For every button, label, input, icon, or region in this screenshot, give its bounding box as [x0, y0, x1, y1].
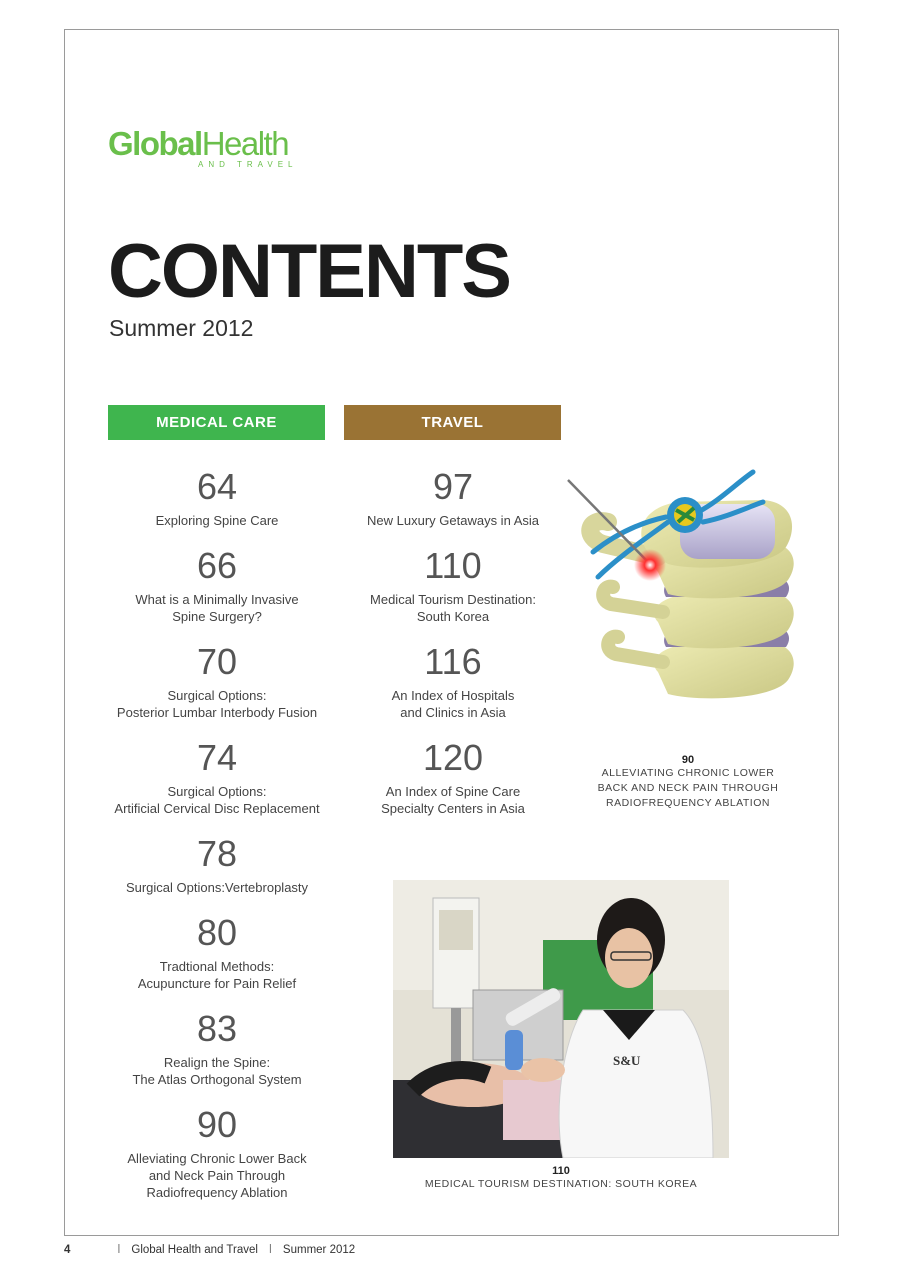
toc-page-number: 83	[196, 1008, 238, 1049]
toc-entry[interactable]	[104, 462, 330, 529]
footer-issue: Summer 2012	[282, 1244, 356, 1256]
toc-title: Surgical Options: Artificial Cervical Disc Replacement	[114, 784, 320, 816]
photo-figure-caption	[393, 1165, 729, 1192]
section-tag-medical-care: MEDICAL CARE	[108, 405, 325, 440]
toc-title: Alleviating Chronic Lower Back and Neck Pain Through Radiofrequency Ablation	[127, 1151, 307, 1200]
logo-word-bold: Global	[108, 125, 202, 162]
toc-title: An Index of Spine Care Specialty Centers in Asia	[381, 784, 525, 816]
toc-page-number: 74	[196, 737, 238, 778]
toc-page-number: 66	[196, 545, 238, 586]
footer-publication: Global Health and Travel	[131, 1244, 258, 1256]
caption-page-number: 90	[681, 754, 695, 766]
toc-entry[interactable]	[104, 733, 330, 817]
toc-page-number: 116	[424, 641, 482, 682]
toc-entry[interactable]	[104, 829, 330, 896]
toc-entry[interactable]	[340, 462, 566, 529]
footer-page-number: 4	[64, 1244, 71, 1256]
footer-separator: l	[269, 1244, 272, 1256]
coat-logo-text: S&U	[613, 1053, 641, 1068]
spine-illustration[interactable]	[548, 462, 810, 752]
toc-title: Surgical Options:Vertebroplasty	[125, 880, 309, 895]
toc-entry[interactable]	[104, 637, 330, 721]
toc-page-number: 64	[196, 466, 238, 507]
toc-entry[interactable]	[340, 541, 566, 625]
issue-subtitle: Summer 2012	[109, 315, 254, 341]
toc-entry[interactable]	[104, 541, 330, 625]
travel-list	[340, 462, 566, 817]
logo-tagline: AND TRAVEL	[198, 160, 298, 169]
toc-title: An Index of Hospitals and Clinics in Asia	[391, 688, 515, 720]
caption-text: ALLEVIATING CHRONIC LOWER BACK AND NECK PAIN THROUGH RADIOFREQUENCY ABLATION	[597, 767, 779, 809]
page-title: CONTENTS	[108, 229, 510, 314]
section-tag-travel: TRAVEL	[344, 405, 561, 440]
toc-title: Realign the Spine: The Atlas Orthogonal System	[132, 1055, 302, 1087]
medical-care-list	[104, 462, 330, 1201]
toc-page-number: 78	[196, 833, 238, 874]
toc-entry[interactable]	[340, 637, 566, 721]
toc-page-number: 120	[422, 737, 484, 778]
footer-separator: l	[117, 1244, 121, 1256]
clinic-treatment-photo[interactable]	[393, 880, 729, 1158]
caption-page-number: 110	[552, 1165, 570, 1177]
toc-title: Medical Tourism Destination: South Korea	[370, 592, 536, 624]
toc-entry[interactable]	[104, 908, 330, 992]
toc-entry[interactable]	[340, 733, 566, 817]
toc-title: Exploring Spine Care	[155, 513, 279, 528]
toc-title: Tradtional Methods: Acupuncture for Pain Relief	[137, 959, 297, 991]
toc-title: What is a Minimally Invasive Spine Surgery?	[135, 592, 299, 624]
caption-text: MEDICAL TOURISM DESTINATION: SOUTH KOREA	[424, 1178, 698, 1190]
toc-entry[interactable]	[104, 1004, 330, 1088]
toc-page-number: 90	[196, 1104, 238, 1145]
toc-page-number: 110	[424, 545, 482, 586]
toc-page-number: 70	[196, 641, 238, 682]
page-footer	[64, 1244, 355, 1256]
toc-page-number: 97	[432, 466, 474, 507]
toc-title: Surgical Options: Posterior Lumbar Interbody Fusion	[116, 688, 318, 720]
spine-figure-caption	[568, 754, 808, 811]
brand-logo	[108, 127, 308, 177]
toc-title: New Luxury Getaways in Asia	[367, 513, 539, 528]
toc-page-number: 80	[196, 912, 238, 953]
logo-word-light: Health	[201, 125, 289, 162]
toc-entry[interactable]	[104, 1100, 330, 1201]
